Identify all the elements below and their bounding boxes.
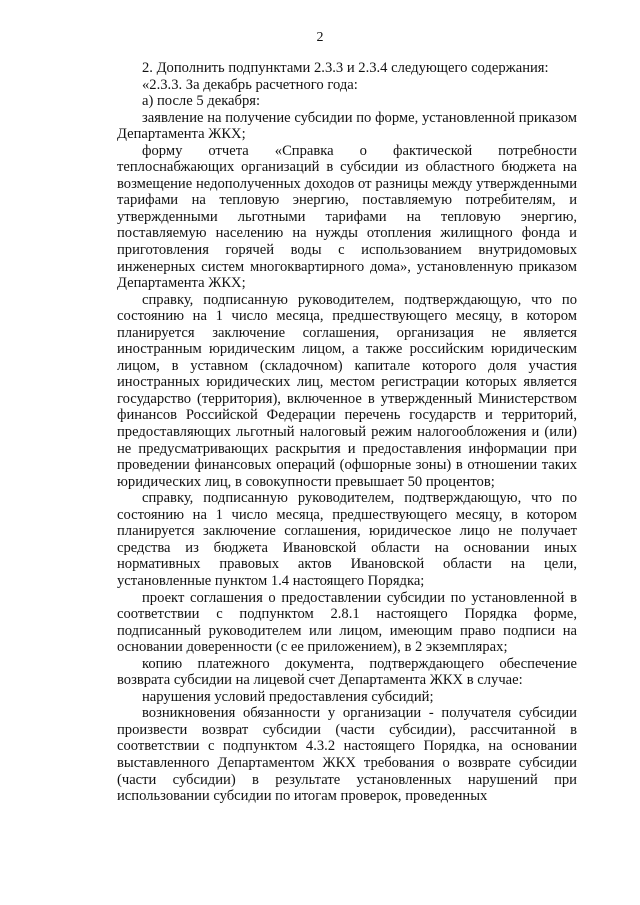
- paragraph-application: заявление на получение субсидии по форме, установленной приказом Департамента ЖКХ;: [117, 109, 577, 143]
- paragraph-report-form: форму отчета «Справка о фактической потребности теплоснабжающих организаций в субсидии из областного бюджета на возмещение недополученных доходов от разницы между утвержденными тарифами на тепловую энергию, поставляемую потребителям, и утвержденными льготными тарифами на тепловую энергию, поставляемую населению на нужды отопления жилищного фонда и приготовления горячей воды с использованием внутридомовых инженерных систем многоквартирного дома», установленную приказом Департамента ЖКХ;: [117, 142, 577, 292]
- paragraph-draft-agreement: проект соглашения о предоставлении субсидии по установленной в соответствии с подпунктом 2.8.1 настоящего Порядка форме, подписанный руководителем или лицом, имеющим право подписи на основании доверенности (с ее приложением), в 2 экземплярах;: [117, 589, 577, 656]
- paragraph-payment-document: копию платежного документа, подтверждающего обеспечение возврата субсидии на лицевой счет Департамента ЖКХ в случае:: [117, 655, 577, 689]
- paragraph-foreign-entity-certificate: справку, подписанную руководителем, подтверждающую, что по состоянию на 1 число месяца, предшествующего месяцу, в котором планируется заключение соглашения, организация не является иностранным юридическим лицом, а также российским юридическим лицом, в уставном (складочном) капитале которого доля участия иностранных юридических лиц, местом регистрации которых является государство (территория), включенное в утвержденный Министерством финансов Российской Федерации перечень государств и территорий, предоставляющих льготный налоговый режим налогообложения и (или) не предусматривающих раскрытия и предоставления информации при проведении финансовых операций (офшорные зоны) в отношении таких юридических лиц, в совокупности превышает 50 процентов;: [117, 291, 577, 490]
- page-number: 2: [316, 30, 324, 45]
- document-body: [117, 60, 577, 805]
- paragraph-no-other-funds-certificate: справку, подписанную руководителем, подтверждающую, что по состоянию на 1 число месяца, предшествующего месяцу, в котором планируется заключение соглашения, юридическое лицо не получает средства из бюджета Ивановской области на основании иных нормативных правовых актов Ивановской области на цели, установленные пунктом 1.4 настоящего Порядка;: [117, 490, 577, 589]
- paragraph-return-obligation: возникновения обязанности у организации - получателя субсидии произвести возврат субсидии (части субсидии), рассчитанной в соответствии с подпунктом 4.3.2 настоящего Порядка, на основании выставленного Департаментом ЖКХ требования о возврате субсидии (части субсидии) в результате установленных нарушений при использовании субсидии по итогам проверок, проведенных: [117, 705, 577, 805]
- paragraph-amendment-intro: 2. Дополнить подпунктами 2.3.3 и 2.3.4 следующего содержания:: [142, 60, 549, 76]
- paragraph-item-a: а) после 5 декабря:: [142, 93, 261, 110]
- paragraph-subclause-2-3-3: «2.3.3. За декабрь расчетного года:: [142, 76, 358, 93]
- paragraph-violation-conditions: нарушения условий предоставления субсидий;: [142, 688, 434, 705]
